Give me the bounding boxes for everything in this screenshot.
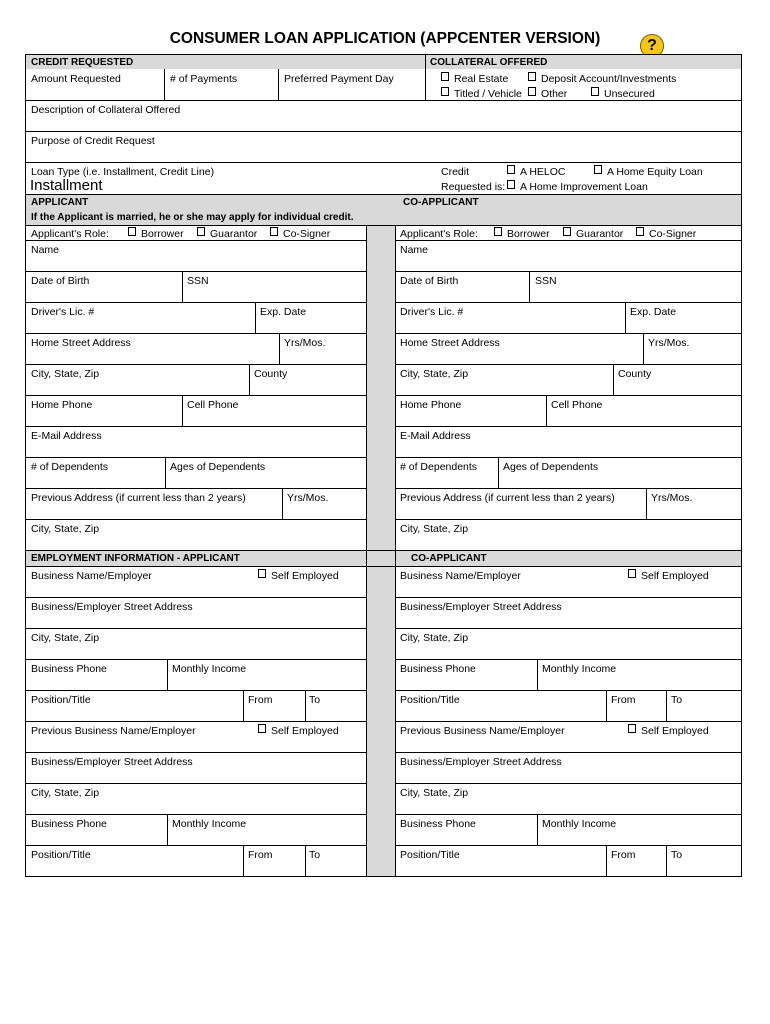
co-ages-field[interactable]: Ages of Dependents (503, 461, 599, 473)
married-note: If the Applicant is married, he or she may apply for individual credit. (31, 212, 354, 223)
co-self-employed-label: Self Employed (641, 570, 709, 582)
page-title: CONSUMER LOAN APPLICATION (APPCENTER VERSION) (169, 30, 601, 47)
guarantor-label: Guarantor (210, 228, 258, 240)
co-business-csz-field[interactable]: City, State, Zip (400, 632, 469, 644)
credit-requested-header: CREDIT REQUESTED (31, 57, 134, 68)
co-prev-monthly-income-field[interactable]: Monthly Income (542, 818, 617, 830)
co-self-employed-checkbox[interactable] (628, 569, 636, 578)
unsecured-checkbox[interactable] (591, 87, 599, 96)
titled-vehicle-checkbox[interactable] (441, 87, 449, 96)
co-dependents-field[interactable]: # of Dependents (400, 461, 478, 473)
collateral-description-field[interactable]: Description of Collateral Offered (31, 104, 181, 116)
monthly-income-field[interactable]: Monthly Income (172, 663, 247, 675)
question-icon[interactable]: ? (640, 34, 664, 58)
business-phone-field[interactable]: Business Phone (31, 663, 107, 675)
real-estate-checkbox[interactable] (441, 72, 449, 81)
heloc-label: A HELOC (520, 166, 566, 178)
deposit-checkbox[interactable] (528, 72, 536, 81)
co-license-field[interactable]: Driver's Lic. # (400, 306, 464, 318)
co-yrs-mos-field[interactable]: Yrs/Mos. (648, 337, 690, 349)
co-exp-date-field[interactable]: Exp. Date (630, 306, 677, 318)
co-to-field[interactable]: To (671, 694, 683, 706)
co-home-phone-field[interactable]: Home Phone (400, 399, 462, 411)
from-field[interactable]: From (248, 694, 273, 706)
co-prev-to-field[interactable]: To (671, 849, 683, 861)
co-prev-csz-field[interactable]: City, State, Zip (400, 523, 469, 535)
co-prev-position-field[interactable]: Position/Title (400, 849, 460, 861)
city-state-zip-field[interactable]: City, State, Zip (31, 368, 100, 380)
prev-yrs-field[interactable]: Yrs/Mos. (287, 492, 329, 504)
co-business-street-field[interactable]: Business/Employer Street Address (400, 601, 562, 613)
prev-address-field[interactable]: Previous Address (if current less than 2 years) (31, 492, 246, 504)
co-prev-business-phone-field[interactable]: Business Phone (400, 818, 476, 830)
prev-business-phone-field[interactable]: Business Phone (31, 818, 107, 830)
co-email-field[interactable]: E-Mail Address (400, 430, 471, 442)
ages-field[interactable]: Ages of Dependents (170, 461, 266, 473)
heloc-checkbox[interactable] (507, 165, 515, 174)
co-prev-address-field[interactable]: Previous Address (if current less than 2 years) (400, 492, 615, 504)
business-field[interactable]: Business Name/Employer (31, 570, 152, 582)
role-label: Applicant's Role: (31, 228, 109, 240)
co-business-field[interactable]: Business Name/Employer (400, 570, 521, 582)
prev-business-field[interactable]: Previous Business Name/Employer (31, 725, 196, 737)
prev-from-field[interactable]: From (248, 849, 273, 861)
county-field[interactable]: County (254, 368, 288, 380)
co-prev-from-field[interactable]: From (611, 849, 636, 861)
to-field[interactable]: To (309, 694, 321, 706)
dependents-field[interactable]: # of Dependents (31, 461, 109, 473)
self-employed-label: Self Employed (271, 570, 339, 582)
co-street-field[interactable]: Home Street Address (400, 337, 500, 349)
prev-business-street-field[interactable]: Business/Employer Street Address (31, 756, 193, 768)
applicant-header: APPLICANT (31, 197, 89, 208)
email-field[interactable]: E-Mail Address (31, 430, 102, 442)
prev-self-employed-label: Self Employed (271, 725, 339, 737)
payments-field[interactable]: # of Payments (170, 73, 238, 85)
cosigner-checkbox[interactable] (270, 227, 278, 236)
co-business-phone-field[interactable]: Business Phone (400, 663, 476, 675)
co-ssn-field[interactable]: SSN (535, 275, 557, 287)
co-position-field[interactable]: Position/Title (400, 694, 460, 706)
credit-label: Credit (441, 166, 470, 178)
employment-co-header: CO-APPLICANT (411, 553, 487, 564)
name-field[interactable]: Name (31, 244, 60, 256)
prev-business-csz-field[interactable]: City, State, Zip (31, 787, 100, 799)
guarantor-checkbox[interactable] (197, 227, 205, 236)
business-street-field[interactable]: Business/Employer Street Address (31, 601, 193, 613)
co-prev-business-field[interactable]: Previous Business Name/Employer (400, 725, 565, 737)
dob-field[interactable]: Date of Birth (31, 275, 90, 287)
co-city-state-zip-field[interactable]: City, State, Zip (400, 368, 469, 380)
home-equity-label: A Home Equity Loan (607, 166, 703, 178)
other-label: Other (541, 88, 568, 100)
street-field[interactable]: Home Street Address (31, 337, 131, 349)
cell-phone-field[interactable]: Cell Phone (187, 399, 239, 411)
co-dob-field[interactable]: Date of Birth (400, 275, 459, 287)
position-field[interactable]: Position/Title (31, 694, 91, 706)
prev-monthly-income-field[interactable]: Monthly Income (172, 818, 247, 830)
home-phone-field[interactable]: Home Phone (31, 399, 93, 411)
business-csz-field[interactable]: City, State, Zip (31, 632, 100, 644)
co-guarantor-label: Guarantor (576, 228, 624, 240)
home-equity-checkbox[interactable] (594, 165, 602, 174)
collateral-offered-header: COLLATERAL OFFERED (430, 57, 548, 68)
borrower-checkbox[interactable] (128, 227, 136, 236)
deposit-label: Deposit Account/Investments (541, 73, 677, 85)
center-divider (366, 226, 395, 551)
co-borrower-checkbox[interactable] (494, 227, 502, 236)
purpose-field[interactable]: Purpose of Credit Request (31, 135, 155, 147)
co-cosigner-checkbox[interactable] (636, 227, 644, 236)
requested-is-label: Requested is: (441, 181, 506, 193)
co-role-label: Applicant's Role: (400, 228, 478, 240)
loan-type-label: Loan Type (i.e. Installment, Credit Line) (31, 166, 215, 178)
yrs-mos-field[interactable]: Yrs/Mos. (284, 337, 326, 349)
ssn-field[interactable]: SSN (187, 275, 209, 287)
payment-day-field[interactable]: Preferred Payment Day (284, 73, 394, 85)
self-employed-checkbox[interactable] (258, 569, 266, 578)
prev-csz-field[interactable]: City, State, Zip (31, 523, 100, 535)
prev-to-field[interactable]: To (309, 849, 321, 861)
co-prev-business-street-field[interactable]: Business/Employer Street Address (400, 756, 562, 768)
other-checkbox[interactable] (528, 87, 536, 96)
home-improvement-label: A Home Improvement Loan (520, 181, 648, 193)
borrower-label: Borrower (141, 228, 184, 240)
unsecured-label: Unsecured (604, 88, 655, 100)
header-band (26, 55, 741, 69)
co-prev-self-employed-label: Self Employed (641, 725, 709, 737)
cosigner-label: Co-Signer (283, 228, 331, 240)
co-monthly-income-field[interactable]: Monthly Income (542, 663, 617, 675)
co-prev-business-csz-field[interactable]: City, State, Zip (400, 787, 469, 799)
amount-requested-field[interactable]: Amount Requested (31, 73, 121, 85)
co-name-field[interactable]: Name (400, 244, 429, 256)
titled-vehicle-label: Titled / Vehicle (454, 88, 522, 100)
prev-self-employed-checkbox[interactable] (258, 724, 266, 733)
co-prev-yrs-field[interactable]: Yrs/Mos. (651, 492, 693, 504)
co-county-field[interactable]: County (618, 368, 652, 380)
employment-header: EMPLOYMENT INFORMATION - APPLICANT (31, 553, 240, 564)
prev-position-field[interactable]: Position/Title (31, 849, 91, 861)
co-prev-self-employed-checkbox[interactable] (628, 724, 636, 733)
real-estate-label: Real Estate (454, 73, 509, 85)
center-divider (366, 567, 395, 876)
home-improvement-checkbox[interactable] (507, 180, 515, 189)
license-field[interactable]: Driver's Lic. # (31, 306, 95, 318)
co-guarantor-checkbox[interactable] (563, 227, 571, 236)
co-borrower-label: Borrower (507, 228, 550, 240)
co-cosigner-label: Co-Signer (649, 228, 697, 240)
co-applicant-header: CO-APPLICANT (403, 197, 479, 208)
co-from-field[interactable]: From (611, 694, 636, 706)
co-cell-phone-field[interactable]: Cell Phone (551, 399, 603, 411)
loan-type-value[interactable]: Installment (30, 177, 103, 194)
exp-date-field[interactable]: Exp. Date (260, 306, 307, 318)
